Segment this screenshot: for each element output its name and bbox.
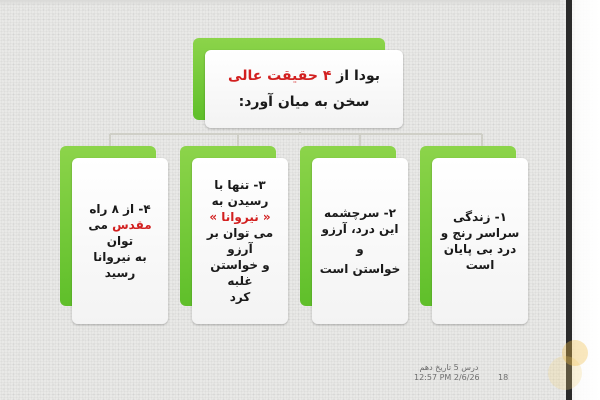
truth-4-line: ۴- از ۸ راه [89,202,151,216]
truth-2-line: و [356,242,364,256]
truth-3-highlight: « نیروانا » [209,210,271,224]
truth-node-2 [300,146,401,306]
footer-datetime: 12:57 PM 2/6/26 [414,373,480,382]
truth-node-2-box [312,158,408,324]
root-node-box [205,50,403,128]
truth-3-line: رسیدن به [211,194,269,208]
truth-3-line: کرد [229,290,251,304]
truth-4-line: به نیروانا رسید [93,250,147,280]
truth-3-line: می توان بر آرزو [206,226,274,256]
truth-2-line: این درد، آرزو [321,222,399,236]
truth-node-4 [60,146,156,306]
truth-node-3 [180,146,276,306]
truth-1-line: ۱- زندگی [453,210,507,224]
truth-node-3-box [192,158,288,324]
root-line-1 [228,63,380,89]
root-highlight: ۴ حقیقت عالی [228,68,332,84]
footer-lesson-label: درس 5 تاریخ دهم [419,363,479,372]
truth-4-line-2 [78,217,162,249]
root-line-1-prefix: بودا از [331,68,380,84]
truth-node-1 [420,146,520,306]
decorative-circle [562,340,588,366]
truth-node-1-box [432,158,528,324]
root-node [193,38,385,120]
truth-4-line-2-suffix: می توان [88,218,134,248]
footer-page-number: 18 [498,373,509,382]
root-line-2: سخن به میان آورد: [238,94,370,110]
truth-1-line: است [465,258,495,272]
truth-1-line: سراسر رنج و [440,226,520,240]
truth-3-line: و خواستن غلبه [210,258,270,288]
truth-node-4-box [72,158,168,324]
truth-3-line: ۳- تنها با [214,178,266,192]
truth-1-line: درد بی پایان [443,242,517,256]
truth-2-line: خواستن است [319,262,401,276]
truth-2-line: ۲- سرچشمه [324,206,396,220]
truth-4-highlight: مقدس [112,218,152,232]
